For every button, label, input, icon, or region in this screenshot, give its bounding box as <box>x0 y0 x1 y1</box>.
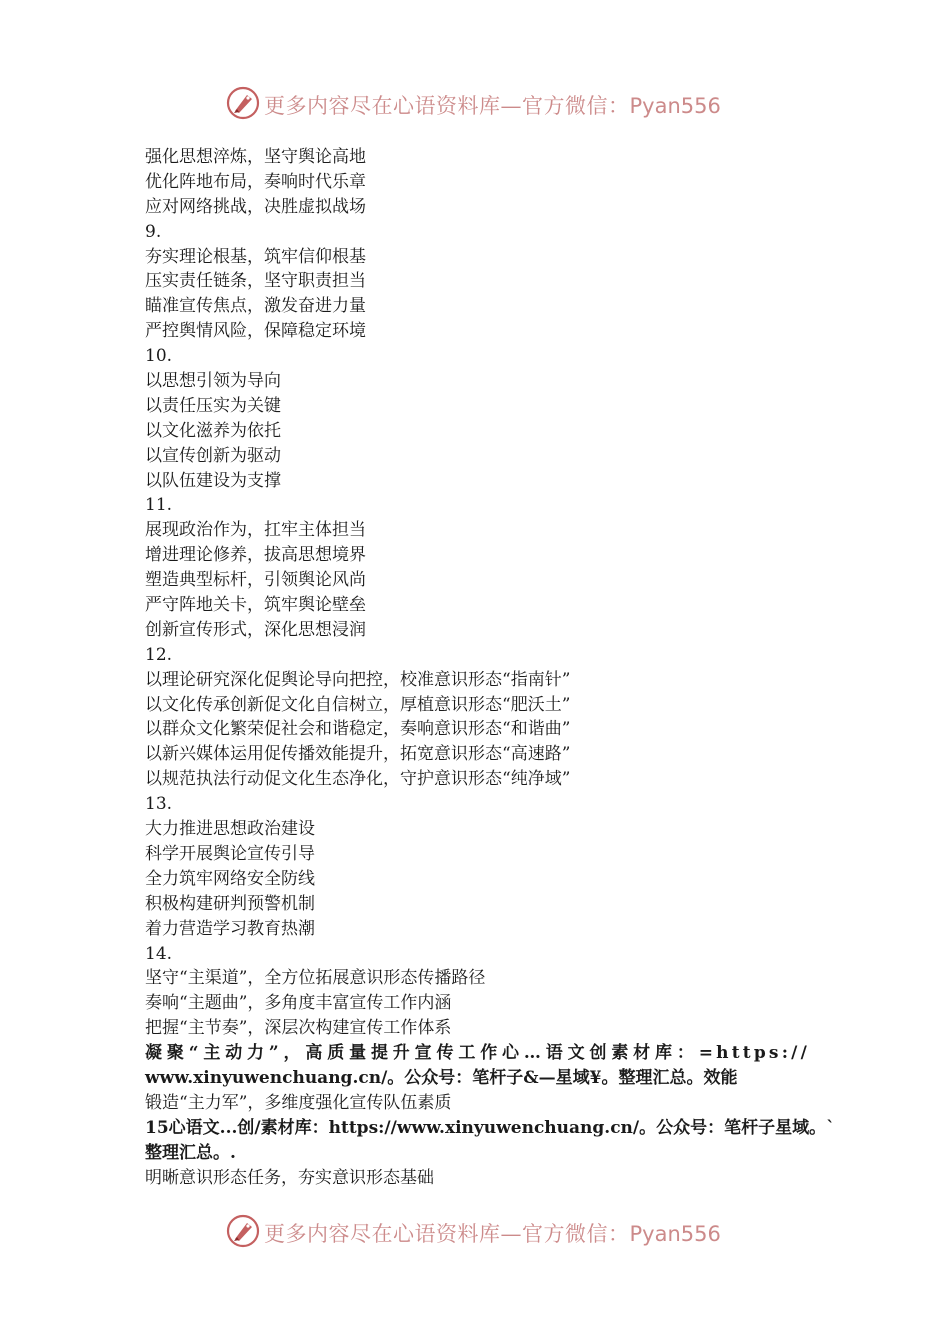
text-line: 以群众文化繁荣促社会和谐稳定，奏响意识形态“和谐曲” <box>145 719 571 740</box>
text-line: 以理论研究深化促舆论导向把控，校准意识形态“指南针” <box>145 669 571 690</box>
watermark-line-c: 15心语文...创/素材库：https://www.xinyuwenchuang.cn/。公众号：笔杆子星域。` <box>145 1117 835 1138</box>
footer-banner <box>0 1208 950 1252</box>
text-line: 夯实理论根基，筑牢信仰根基 <box>145 246 366 267</box>
banner-text <box>264 1218 721 1248</box>
banner-wechat-id: Pyan556 <box>629 94 721 118</box>
text-line: 把握“主节奏”，深层次构建宣传工作体系 <box>145 1018 452 1039</box>
text-line: 严守阵地关卡，筑牢舆论壁垒 <box>145 595 366 616</box>
text-line: 坚守“主渠道”，全方位拓展意识形态传播路径 <box>145 968 486 989</box>
text-line: 以思想引领为导向 <box>145 371 281 392</box>
text-line: 创新宣传形式，深化思想浸润 <box>145 619 366 640</box>
text-line: 以新兴媒体运用促传播效能提升，拓宽意识形态“高速路” <box>145 744 571 765</box>
text-line: 以宣传创新为驱动 <box>145 445 281 466</box>
header-banner <box>0 80 950 124</box>
text-line: 强化思想淬炼，坚守舆论高地 <box>145 147 366 167</box>
text-line: 以规范执法行动促文化生态净化，守护意识形态“纯净域” <box>145 769 571 790</box>
banner-label: 更多内容尽在心语资料库—官方微信： <box>264 1222 630 1246</box>
text-line: 着力营造学习教育热潮 <box>145 918 315 939</box>
banner-wechat-id: Pyan556 <box>629 1222 721 1246</box>
watermark-line-d: 整理汇总。. <box>145 1142 236 1163</box>
text-line: 增进理论修养，拔高思想境界 <box>145 545 366 566</box>
watermark-line-a: 凝聚“主动力”，高质量提升宣传工作心…语文创素材库：=https:// <box>145 1043 810 1064</box>
pen-nib-logo-icon <box>226 1214 260 1248</box>
text-line: 以队伍建设为支撑 <box>145 470 281 491</box>
text-line: 积极构建研判预警机制 <box>145 893 315 914</box>
section-number: 10. <box>145 346 173 367</box>
text-line: 严控舆情风险，保障稳定环境 <box>145 321 366 342</box>
text-line: 科学开展舆论宣传引导 <box>145 843 315 864</box>
text-line: 全力筑牢网络安全防线 <box>145 868 315 889</box>
text-line: 优化阵地布局，奏响时代乐章 <box>145 171 366 192</box>
text-line: 应对网络挑战，决胜虚拟战场 <box>145 196 366 217</box>
text-line: 奏响“主题曲”，多角度丰富宣传工作内涵 <box>145 993 452 1014</box>
text-line: 展现政治作为，扛牢主体担当 <box>145 520 366 541</box>
text-line: 瞄准宣传焦点，激发奋进力量 <box>145 296 366 317</box>
text-line: 以文化滋养为依托 <box>145 420 281 441</box>
text-line: 以责任压实为关键 <box>145 395 281 416</box>
text-line: 明晰意识形态任务，夯实意识形态基础 <box>145 1167 434 1188</box>
text-line: 锻造“主力军”，多维度强化宣传队伍素质 <box>145 1092 452 1113</box>
pen-nib-logo-icon <box>226 86 260 120</box>
text-line: 大力推进思想政治建设 <box>145 819 315 840</box>
section-number: 11. <box>145 495 173 516</box>
document-body <box>145 145 835 1190</box>
watermark-line-b: www.xinyuwenchuang.cn/。公众号：笔杆子&—星域¥。整理汇总。效能 <box>145 1067 738 1088</box>
banner-label: 更多内容尽在心语资料库—官方微信： <box>264 94 630 118</box>
banner-text <box>264 90 721 120</box>
text-line: 压实责任链条，坚守职责担当 <box>145 271 366 292</box>
text-line: 以文化传承创新促文化自信树立，厚植意识形态“肥沃土” <box>145 694 571 715</box>
section-number: 9. <box>145 221 162 242</box>
section-number: 12. <box>145 644 173 665</box>
section-number: 14. <box>145 943 173 964</box>
section-number: 13. <box>145 794 173 815</box>
text-line: 塑造典型标杆，引领舆论风尚 <box>145 570 366 591</box>
